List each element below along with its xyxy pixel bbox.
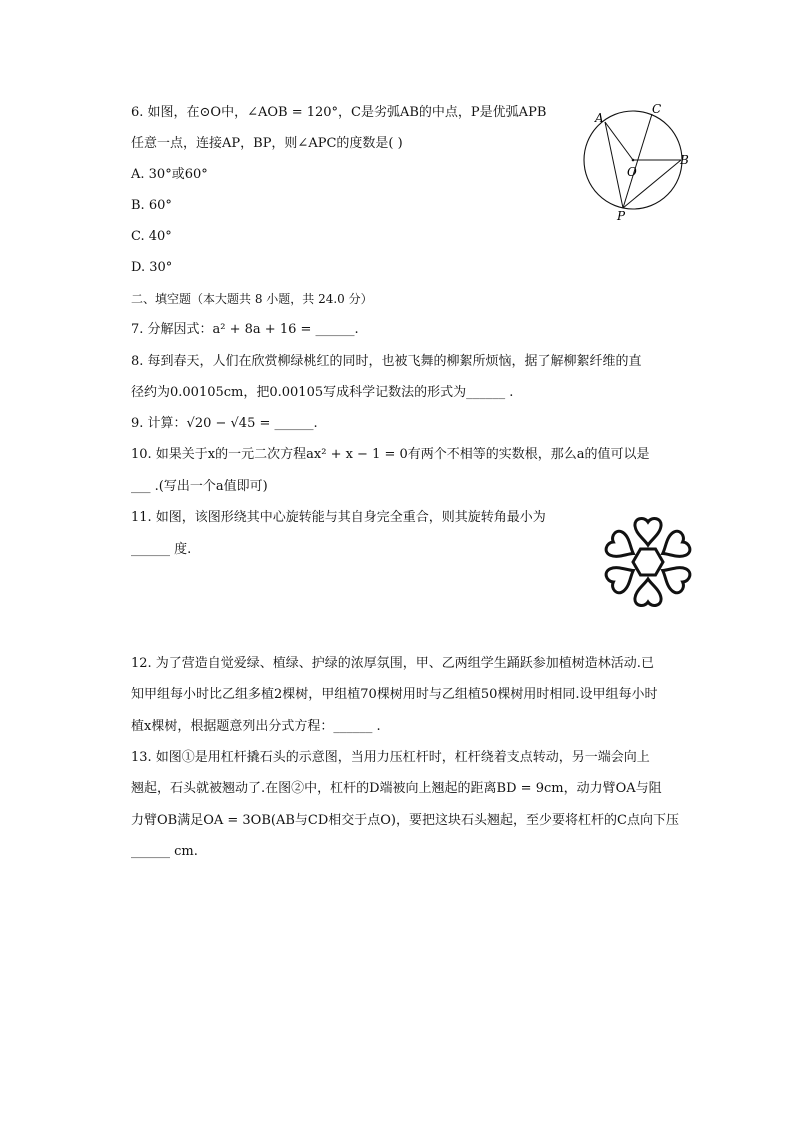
q11-line2: ______ 度.: [131, 542, 192, 557]
q8-line2: 径约为0.00105cm，把0.00105写成科学记数法的形式为______ .: [131, 385, 514, 400]
q12-line1: 12. 为了营造自觉爱绿、植绿、护绿的浓厚氛围，甲、乙两组学生踊跃参加植树造林活动.已: [131, 656, 654, 671]
q11-rotation-figure: [602, 512, 694, 612]
q6-option-d: D. 30°: [131, 260, 173, 275]
q7: 7. 分解因式：a² + 8a + 16 = ______.: [131, 322, 359, 337]
q11-line1: 11. 如图，该图形绕其中心旋转能与其自身完全重合，则其旋转角最小为: [131, 510, 546, 525]
q12-line2: 知甲组每小时比乙组多植2棵树，甲组植70棵树用时与乙组植50棵树用时相同.设甲组每小时: [131, 687, 658, 702]
q9: 9. 计算：√20 − √45 = ______.: [131, 416, 318, 431]
q10-line1: 10. 如果关于x的一元二次方程ax² + x − 1 = 0有两个不相等的实数根，那么a的值可以是: [131, 447, 650, 462]
q12-line3: 植x棵树，根据题意列出分式方程：______ .: [131, 719, 381, 734]
q13-line1: 13. 如图①是用杠杆撬石头的示意图，当用力压杠杆时，杠杆绕着支点转动，另一端会向上: [131, 750, 650, 765]
q6-option-b: B. 60°: [131, 198, 172, 213]
q10-line2: ___ .(写出一个a值即可): [131, 479, 268, 494]
q13-line3: 力臂OB满足OA = 3OB(AB与CD相交于点O)，要把这块石头翘起，至少要将杠杆的C点向下压: [131, 813, 679, 828]
q13-line4: ______ cm.: [131, 844, 198, 859]
q6-line2: 任意一点，连接AP，BP，则∠APC的度数是( ): [131, 136, 403, 151]
q6-option-c: C. 40°: [131, 229, 172, 244]
heart-bottom: [635, 579, 661, 605]
label-p: P: [617, 209, 626, 223]
q6-circle-figure: [578, 100, 698, 225]
q8-line1: 8. 每到春天，人们在欣赏柳绿桃红的同时，也被飞舞的柳絮所烦恼，据了解柳絮纤维的直: [131, 354, 642, 369]
label-o: O: [627, 165, 637, 179]
heart-top: [635, 519, 661, 545]
section-heading: 二、填空题（本大题共 8 小题，共 24.0 分）: [131, 292, 373, 306]
hexagon: [633, 549, 663, 575]
label-a: A: [595, 111, 604, 125]
center-dot: [632, 159, 635, 162]
q13-line2: 翘起，石头就被翘动了.在图②中，杠杆的D端被向上翘起的距离BD = 9cm，动力臂OA与阻: [131, 781, 662, 796]
q6-line1: 6. 如图，在⊙O中，∠AOB = 120°，C是劣弧AB的中点，P是优弧APB: [131, 105, 547, 120]
segment-pc: [623, 114, 652, 208]
label-b: B: [680, 153, 689, 167]
q6-option-a: A. 30°或60°: [131, 167, 208, 182]
label-c: C: [652, 102, 662, 116]
